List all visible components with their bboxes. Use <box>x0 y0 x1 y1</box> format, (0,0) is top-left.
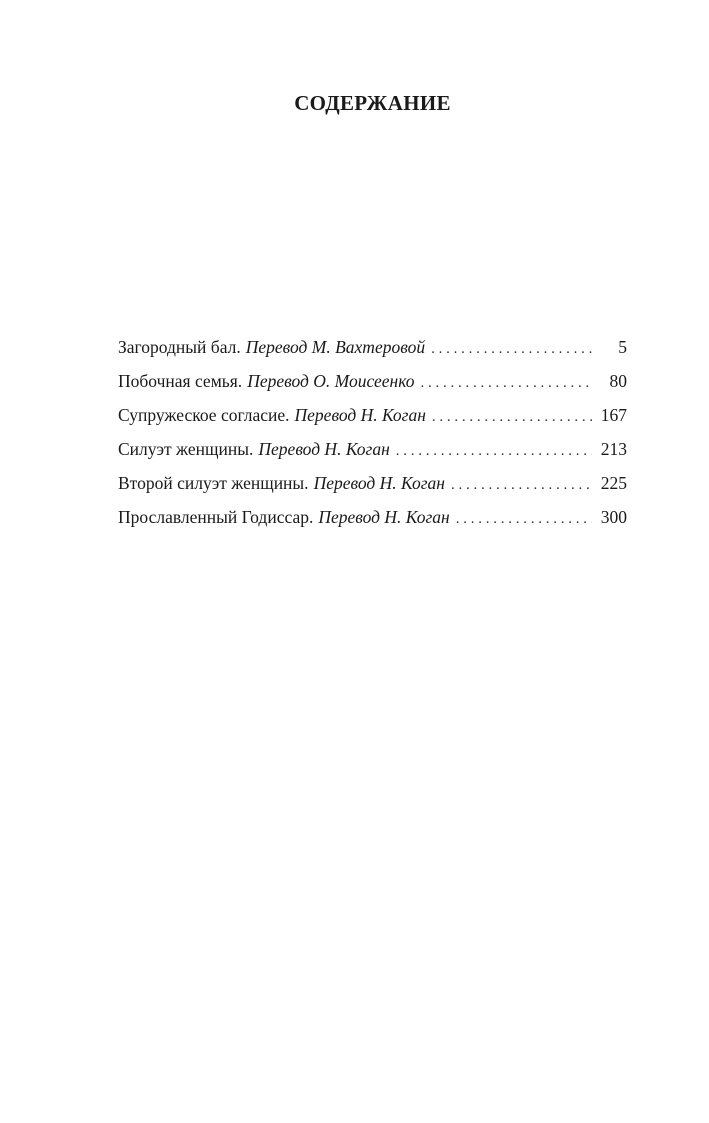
toc-entry-page-number: 213 <box>600 439 627 459</box>
toc-entry-page-number: 5 <box>618 337 627 357</box>
toc-entry-translator: Перевод О. Моисеенко <box>247 371 415 391</box>
toc-entry[interactable] <box>118 369 627 403</box>
dot-leader <box>432 405 592 429</box>
toc-entry-translator: Перевод Н. Коган <box>258 439 390 459</box>
toc-entry[interactable] <box>118 437 627 471</box>
dot-leader <box>451 473 592 497</box>
page-title: СОДЕРЖАНИЕ <box>294 91 451 115</box>
toc-entry-translator: Перевод М. Вахтеровой <box>245 337 426 357</box>
toc-entry[interactable] <box>118 335 627 369</box>
toc-entry-title: Загородный бал. <box>118 337 241 357</box>
toc-entry[interactable] <box>118 471 627 505</box>
dot-leader <box>396 439 592 463</box>
dot-leader <box>431 337 592 361</box>
toc-entry-page-number: 167 <box>600 405 627 425</box>
toc-entry-title: Прославленный Годиссар. <box>118 507 314 527</box>
toc-entry-title: Побочная семья. <box>118 371 243 391</box>
toc-entry-translator: Перевод Н. Коган <box>294 405 426 425</box>
toc-entry-title: Силуэт женщины. <box>118 439 254 459</box>
dot-leader <box>456 507 592 531</box>
table-of-contents <box>118 335 627 539</box>
toc-entry-translator: Перевод Н. Коган <box>313 473 445 493</box>
toc-entry[interactable] <box>118 505 627 539</box>
toc-entry-page-number: 300 <box>600 507 627 527</box>
toc-entry-title: Супружеское согласие. <box>118 405 290 425</box>
toc-entry-page-number: 225 <box>600 473 627 493</box>
toc-entry-title: Второй силуэт женщины. <box>118 473 309 493</box>
toc-entry-page-number: 80 <box>609 371 627 391</box>
dot-leader <box>420 371 592 395</box>
toc-entry[interactable] <box>118 403 627 437</box>
toc-entry-translator: Перевод Н. Коган <box>318 507 450 527</box>
